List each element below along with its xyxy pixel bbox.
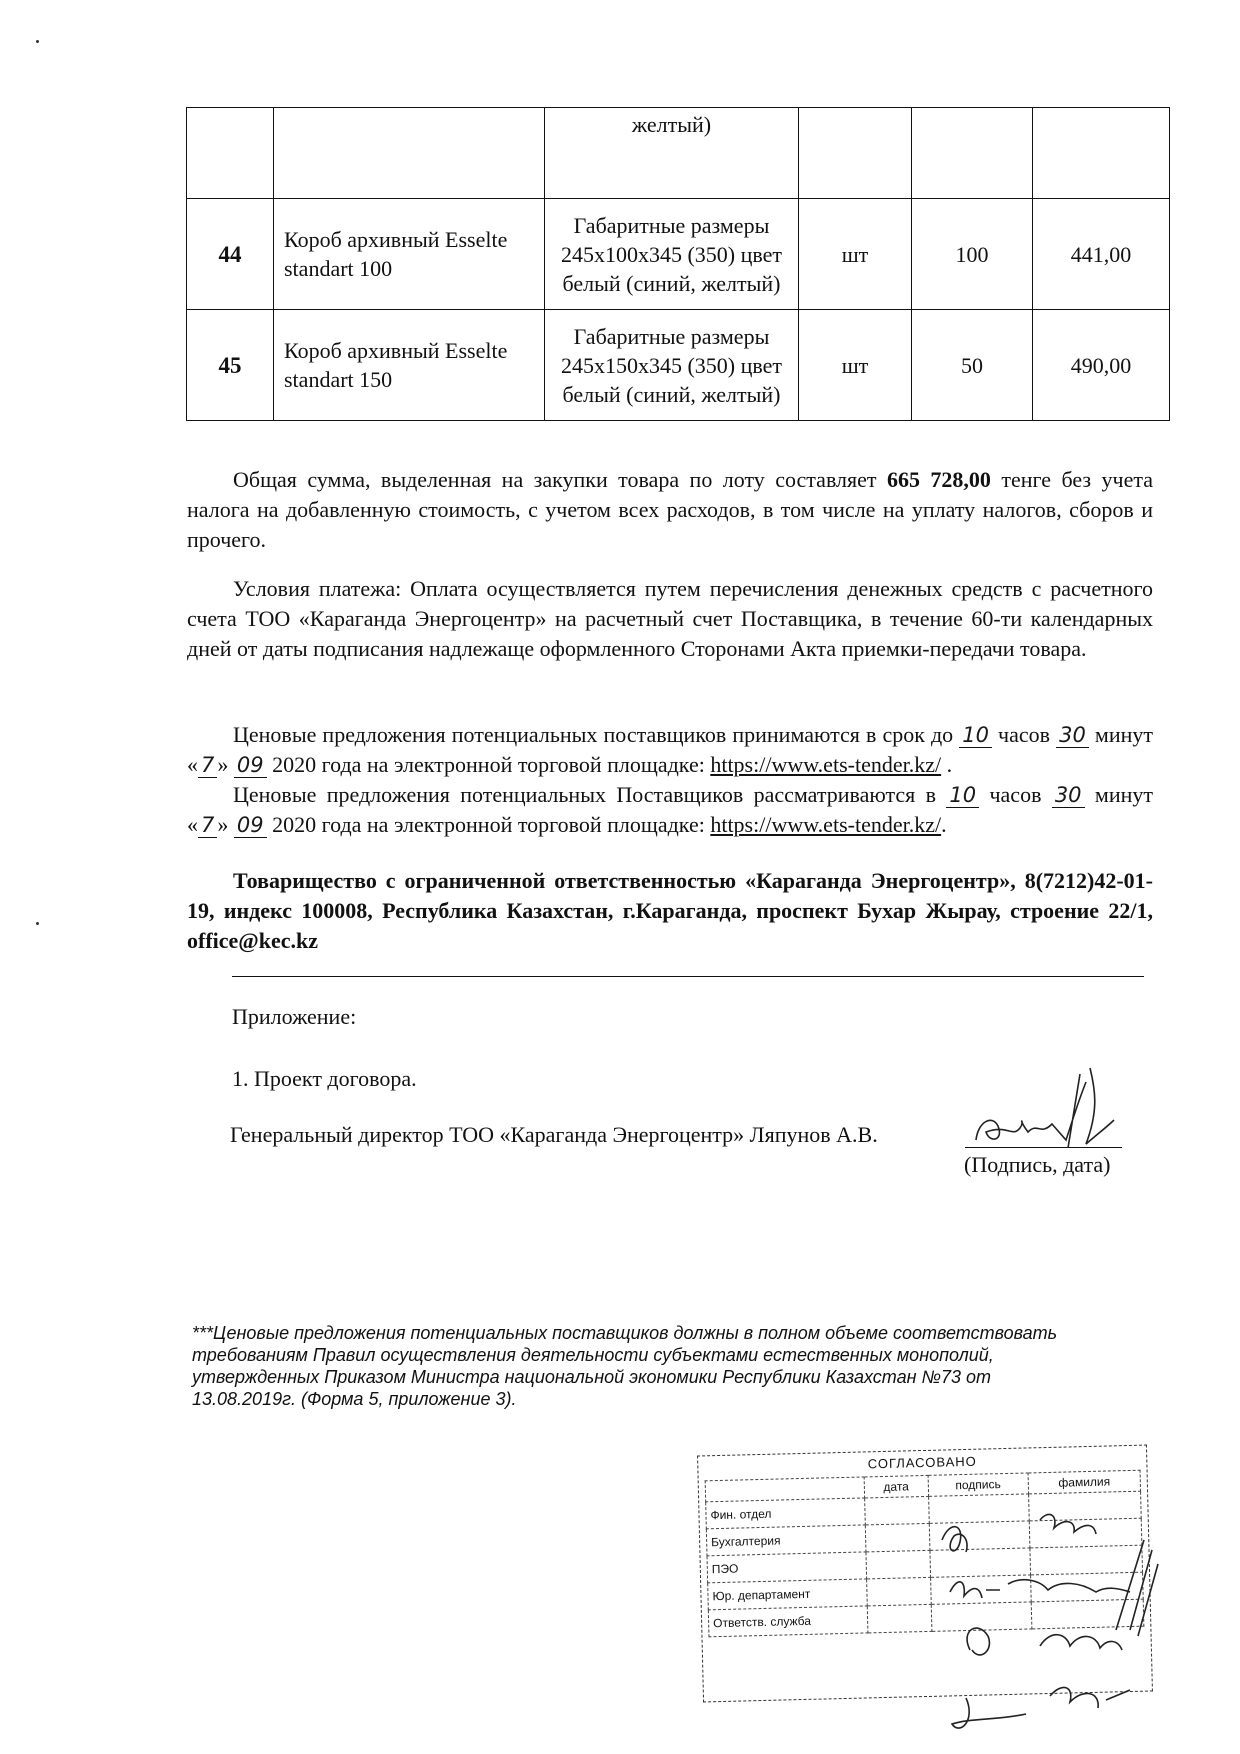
signature-caption: (Подпись, дата)	[964, 1152, 1111, 1177]
stamp-title: СОГЛАСОВАНО	[867, 1453, 977, 1472]
scan-speck	[36, 40, 39, 43]
offers-accepted-paragraph	[187, 720, 1153, 780]
item-unit: шт	[799, 310, 912, 421]
handwritten-day: 7	[198, 813, 217, 838]
text: 2020 года на электронной торговой площадке:	[266, 752, 711, 777]
row-number	[187, 108, 274, 199]
ets-tender-link[interactable]: https://www.ets-tender.kz/	[710, 812, 942, 837]
stamp-column-surname: фамилия	[1028, 1470, 1141, 1494]
text: минут «	[187, 782, 1153, 837]
item-unit: шт	[799, 199, 912, 310]
item-name	[274, 108, 545, 199]
row-number: 44	[187, 199, 274, 310]
stamp-cell	[865, 1496, 929, 1525]
footnote: ***Ценовые предложения потенциальных поставщиков должны в полном объеме соответствовать требованиям Правил осуществления деятельности субъектами естественных монополий, утвержденных Приказом Министра национальной экономики Республики Казахстан №73 от 13.08.2019г. (Форма 5, приложение 3).	[192, 1323, 1058, 1409]
table-row	[187, 108, 1170, 199]
text: часов	[979, 782, 1052, 807]
scan-speck	[36, 922, 39, 925]
item-price: 490,00	[1033, 310, 1170, 421]
item-quantity: 100	[912, 199, 1033, 310]
director-signature	[968, 1062, 1118, 1152]
signature-line-text: Генеральный директор ТОО «Караганда Энергоцентр» Ляпунов А.В.	[230, 1122, 878, 1147]
table-row	[187, 199, 1170, 310]
organization-details: Товарищество с ограниченной ответственностью «Караганда Энергоцентр», 8(7212)42-01-19, индекс 100008, Республика Казахстан, г.Караганда, проспект Бухар Жырау, строение 22/1, office@kec.kz	[187, 868, 1153, 953]
item-name: Короб архивный Esselte standart 100	[274, 199, 545, 310]
item-price	[1033, 108, 1170, 199]
stamp-row-label: Ответств. служба	[708, 1606, 868, 1637]
horizontal-rule	[232, 976, 1144, 977]
handwritten-day: 7	[198, 753, 217, 778]
text: минут «	[187, 722, 1153, 777]
stamp-row-label: Бухгалтерия	[706, 1525, 866, 1556]
total-text-before: Общая сумма, выделенная на закупки товара по лоту составляет	[233, 467, 887, 492]
stamp-row-label: Юр. департамент	[708, 1579, 868, 1610]
items-table	[186, 107, 1170, 421]
handwritten-hour: 10	[946, 783, 979, 808]
stamp-column-date: дата	[864, 1475, 928, 1498]
text: »	[217, 752, 234, 777]
handwritten-minute: 30	[1056, 723, 1089, 748]
handwritten-month: 09	[234, 813, 267, 838]
item-description: Габаритные размеры 245x100x345 (350) цвет белый (синий, желтый)	[545, 199, 799, 310]
total-text-after: тенге без учета налога на добавленную стоимость, с учетом всех расходов, в том числе на уплату налогов, сборов и прочего.	[187, 467, 1153, 552]
handwritten-hour: 10	[959, 723, 992, 748]
stamp-cell	[866, 1550, 930, 1579]
text: .	[941, 752, 953, 777]
text: 2020 года на электронной торговой площадке:	[266, 812, 711, 837]
text: часов	[991, 722, 1057, 747]
ets-tender-link[interactable]: https://www.ets-tender.kz/	[710, 752, 942, 777]
total-amount: 665 728,00	[886, 467, 991, 492]
text: Ценовые предложения потенциальных Поставщиков рассматриваются в	[233, 782, 947, 807]
appendix-title: Приложение:	[232, 1004, 357, 1029]
offers-reviewed-paragraph	[187, 780, 1153, 840]
item-price: 441,00	[1033, 199, 1170, 310]
item-unit	[799, 108, 912, 199]
item-description: Габаритные размеры 245x150x345 (350) цвет белый (синий, желтый)	[545, 310, 799, 421]
stamp-cell	[865, 1523, 929, 1552]
text: Ценовые предложения потенциальных поставщиков принимаются в срок до	[233, 722, 960, 747]
stamp-signatures	[930, 1480, 1160, 1740]
stamp-column-signature: подпись	[928, 1473, 1029, 1496]
stamp-row-label: ПЭО	[707, 1552, 867, 1583]
payment-conditions: Условия платежа: Оплата осуществляется путем перечисления денежных средств с расчетного счета ТОО «Караганда Энергоцентр» на расчетный счет Поставщика, в течение 60-ти календарных дней от даты подписания надлежаще оформленного Сторонами Акта приемки-передачи товара.	[187, 576, 1153, 661]
stamp-row-label: Фин. отдел	[706, 1498, 866, 1529]
row-number: 45	[187, 310, 274, 421]
total-amount-paragraph	[187, 465, 1153, 555]
stamp-cell	[867, 1577, 931, 1606]
item-description: желтый)	[545, 108, 799, 199]
item-name: Короб архивный Esselte standart 150	[274, 310, 545, 421]
text: »	[217, 812, 234, 837]
item-quantity	[912, 108, 1033, 199]
appendix-item: 1. Проект договора.	[232, 1066, 417, 1091]
stamp-cell	[867, 1604, 931, 1633]
text: .	[941, 812, 947, 837]
handwritten-minute: 30	[1052, 783, 1085, 808]
item-quantity: 50	[912, 310, 1033, 421]
table-row	[187, 310, 1170, 421]
handwritten-month: 09	[234, 753, 267, 778]
